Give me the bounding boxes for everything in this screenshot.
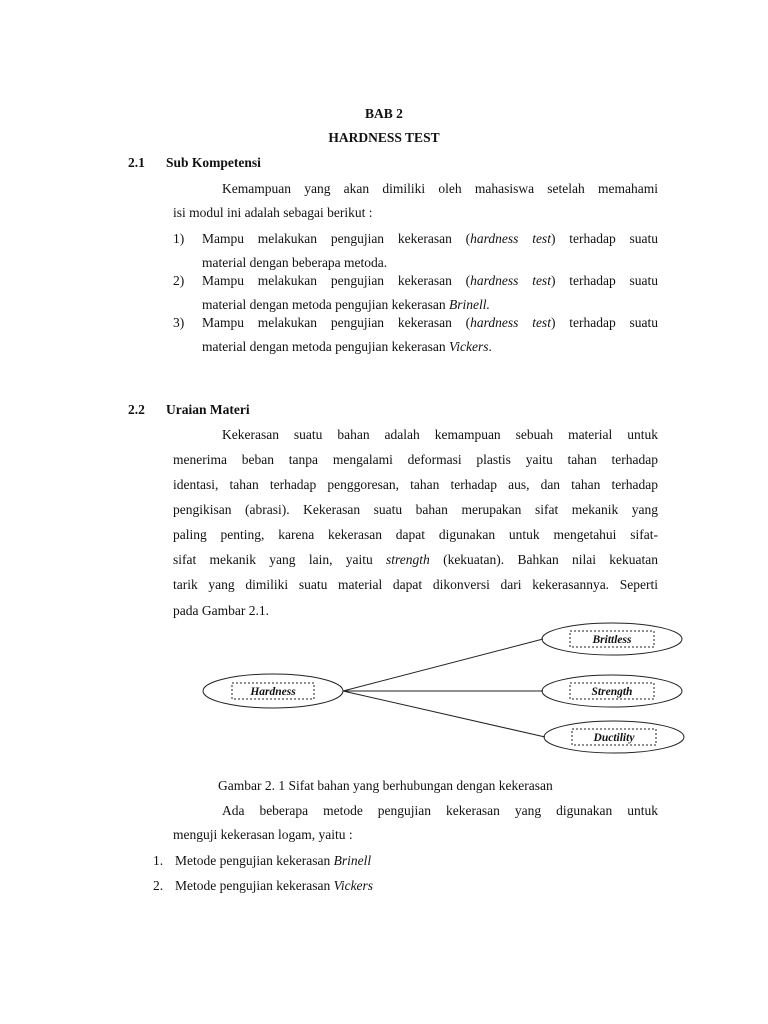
connector-line bbox=[343, 691, 545, 737]
paragraph-line: identasi, tahan terhadap penggoresan, tahan terhadap aus, dan tahan terhadap bbox=[173, 477, 658, 492]
method-number: 2. bbox=[153, 878, 164, 893]
section-heading: Sub Kompetensi bbox=[166, 155, 261, 170]
method-number: 1. bbox=[153, 853, 164, 868]
list-item-number: 1) bbox=[173, 231, 185, 246]
connector-line bbox=[343, 639, 543, 691]
list-item-line: material dengan beberapa metoda. bbox=[202, 255, 388, 270]
paragraph-line: sifat mekanik yang lain, yaitu strength (kekuatan). Bahkan nilai kekuatan bbox=[173, 552, 658, 567]
paragraph-line: pada Gambar 2.1. bbox=[173, 603, 269, 618]
method-item: Metode pengujian kekerasan Brinell bbox=[175, 853, 372, 868]
method-item: Metode pengujian kekerasan Vickers bbox=[175, 878, 374, 893]
list-item-line: material dengan metoda pengujian kekerasan Brinell. bbox=[202, 297, 490, 312]
paragraph-line: menguji kekerasan logam, yaitu : bbox=[173, 827, 353, 842]
paragraph-line: paling penting, karena kekerasan dapat digunakan untuk mengetahui sifat- bbox=[173, 527, 658, 542]
section-heading: Uraian Materi bbox=[166, 402, 250, 417]
paragraph-line: Kekerasan suatu bahan adalah kemampuan sebuah material untuk bbox=[222, 427, 658, 442]
list-item-line: Mampu melakukan pengujian kekerasan (hardness test) terhadap suatu bbox=[202, 231, 659, 246]
strength-label: Strength bbox=[591, 686, 633, 698]
brittless-label: Brittless bbox=[592, 634, 632, 646]
list-item-line: Mampu melakukan pengujian kekerasan (hardness test) terhadap suatu bbox=[202, 273, 659, 288]
intro-line-2: isi modul ini adalah sebagai berikut : bbox=[173, 205, 373, 220]
ductility-label: Ductility bbox=[593, 732, 635, 744]
paragraph-line: pengikisan (abrasi). Kekerasan suatu bahan merupakan sifat mekanik yang bbox=[173, 502, 658, 517]
list-item-number: 2) bbox=[173, 273, 185, 288]
paragraph-line: Ada beberapa metode pengujian kekerasan yang digunakan untuk bbox=[222, 803, 658, 818]
list-item-number: 3) bbox=[173, 315, 185, 330]
paragraph-line: menerima beban tanpa mengalami deformasi plastis yaitu tahan terhadap bbox=[173, 452, 658, 467]
chapter-label: BAB 2 bbox=[365, 106, 403, 121]
section-number: 2.1 bbox=[128, 155, 145, 170]
section-number: 2.2 bbox=[128, 402, 145, 417]
intro-line-1: Kemampuan yang akan dimiliki oleh mahasiswa setelah memahami bbox=[222, 181, 658, 196]
figure-caption: Gambar 2. 1 Sifat bahan yang berhubungan dengan kekerasan bbox=[218, 778, 553, 793]
chapter-title: HARDNESS TEST bbox=[328, 130, 440, 145]
paragraph-line: tarik yang dimiliki suatu material dapat dikonversi dari kekerasannya. Seperti bbox=[173, 577, 658, 592]
list-item-line: Mampu melakukan pengujian kekerasan (hardness test) terhadap suatu bbox=[202, 315, 659, 330]
hardness-label: Hardness bbox=[250, 686, 296, 698]
list-item-line: material dengan metoda pengujian kekerasan Vickers. bbox=[202, 339, 492, 354]
